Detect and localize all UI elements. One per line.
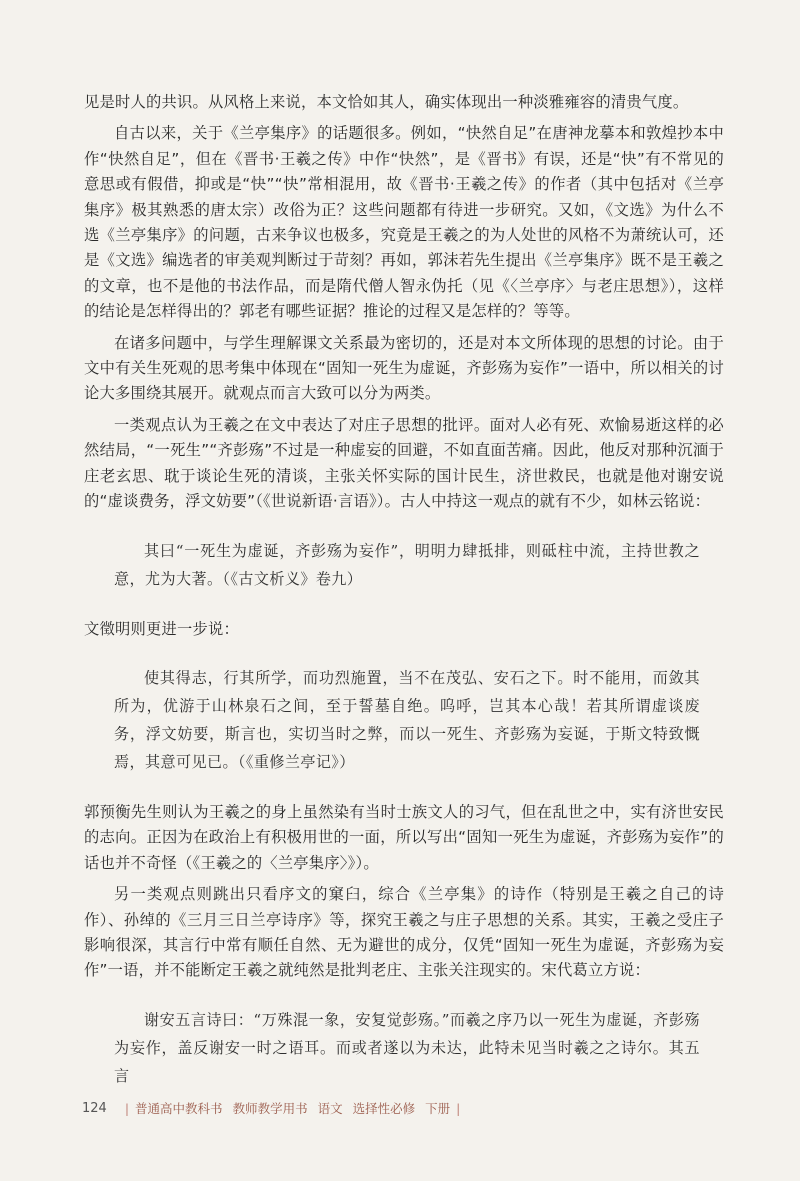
page-content bbox=[84, 90, 724, 1090]
page-number: 124 bbox=[82, 1100, 107, 1116]
footer-volume: 选择性必修 bbox=[352, 1101, 416, 1116]
page-footer bbox=[82, 1099, 466, 1117]
footer-divider: | bbox=[124, 1100, 130, 1116]
footer-subject: 语文 bbox=[317, 1101, 343, 1116]
paragraph-main-issue: 在诸多问题中，与学生理解课文关系最为密切的，还是对本文所体现的思想的讨论。由于文中有关生死观的思考集中体现在“固知一死生为虚诞，齐彭殇为妄作”一语中，所以相关的讨论大多围绕其展开。就观点而言大致可以分为两类。 bbox=[84, 333, 724, 403]
footer-divider-end: | bbox=[456, 1100, 461, 1116]
paragraph-second-view: 另一类观点则跳出只看序文的窠臼，综合《兰亭集》的诗作（特别是王羲之自己的诗作）、孙绰的《三月三日兰亭诗序》等，探究王羲之与庄子思想的关系。其实，王羲之受庄子影响很深，其言行中常有顺任自然、无为避世的成分，仅凭“固知一死生为虚诞，齐彭殇为妄作”一语，并不能断定王羲之就纯然是批判老庄、主张关注现实的。宋代葛立方说： bbox=[84, 885, 724, 980]
footer-part: 下册 bbox=[425, 1101, 451, 1116]
paragraph-wen-zhengming: 文徵明则更进一步说： bbox=[84, 619, 239, 638]
paragraph-first-view: 一类观点认为王羲之在文中表达了对庄子思想的批评。面对人必有死、欢愉易逝这样的必然结局，“一死生”“齐彭殇”不过是一种虚妄的回避，不如直面苦痛。因此，他反对那种沉湎于庄老玄思、耽于谈论生死的清谈，主张关怀实际的国计民生，济世救民，也就是他对谢安说的“虚谈费务，浮文妨要”（《世说新语·言语》）。古人中持这一观点的就有不少，如林云铭说： bbox=[84, 415, 724, 511]
footer-series: 普通高中教科书 bbox=[135, 1101, 223, 1116]
quote-lin-yunming: 其曰“一死生为虚诞，齐彭殇为妄作”，明明力肆抵排，则砥柱中流，主持世教之意，尤为大著。（《古文析义》卷九） bbox=[114, 541, 700, 588]
paragraph-topics: 自古以来，关于《兰亭集序》的话题很多。例如，“快然自足”在唐神龙摹本和敦煌抄本中作“快然自足”，但在《晋书·王羲之传》中作“快然”，是《晋书》有误，还是“快”有不常见的意思或有假借，抑或是“快”“快”常相混用，故《晋书·王羲之传》的作者（其中包括对《兰亭集序》极其熟悉的唐太宗）改俗为正？这些问题都有待进一步研究。又如，《文选》为什么不选《兰亭集序》的问题，古来争议也极多，究竟是王羲之的为人处世的风格不为萧统认可，还是《文选》编选者的审美观判断过于苛刻？再如，郭沫若先生提出《兰亭集序》既不是王羲之的文章，也不是他的书法作品，而是隋代僧人智永伪托（见《〈兰亭序〉与老庄思想》），这样的结论是怎样得出的？郭老有哪些证据？推论的过程又是怎样的？等等。 bbox=[84, 124, 724, 321]
footer-book: 教师教学用书 bbox=[232, 1101, 308, 1116]
paragraph-continuation: 见是时人的共识。从风格上来说，本文恰如其人，确实体现出一种淡雅雍容的清贵气度。 bbox=[84, 93, 689, 111]
quote-wen-zhengming: 使其得志，行其所学，而功烈施置，当不在茂弘、安石之下。时不能用，而敛其所为，优游于山林泉石之间，至于誓墓自绝。呜呼，岂其本心哉！若其所谓虚谈废务，浮文妨要，斯言也，实切当时之弊，而以一死生、齐彭殇为妄诞，于斯文特致慨焉，其意可见已。（《重修兰亭记》） bbox=[114, 668, 700, 771]
paragraph-guo-yuheng: 郭预衡先生则认为王羲之的身上虽然染有当时士族文人的习气，但在乱世之中，实有济世安民的志向。正因为在政治上有积极用世的一面，所以写出“固知一死生为虚诞，齐彭殇为妄作”的话也并不奇怪（《王羲之的〈兰亭集序〉》）。 bbox=[84, 802, 724, 872]
quote-ge-lifang: 谢安五言诗曰：“万殊混一象，安复觉彭殇。”而羲之序乃以一死生为虚诞，齐彭殇为妄作，盖反谢安一时之语耳。而或者遂以为未达，此特未见当时羲之之诗尔。其五言 bbox=[114, 1010, 700, 1085]
